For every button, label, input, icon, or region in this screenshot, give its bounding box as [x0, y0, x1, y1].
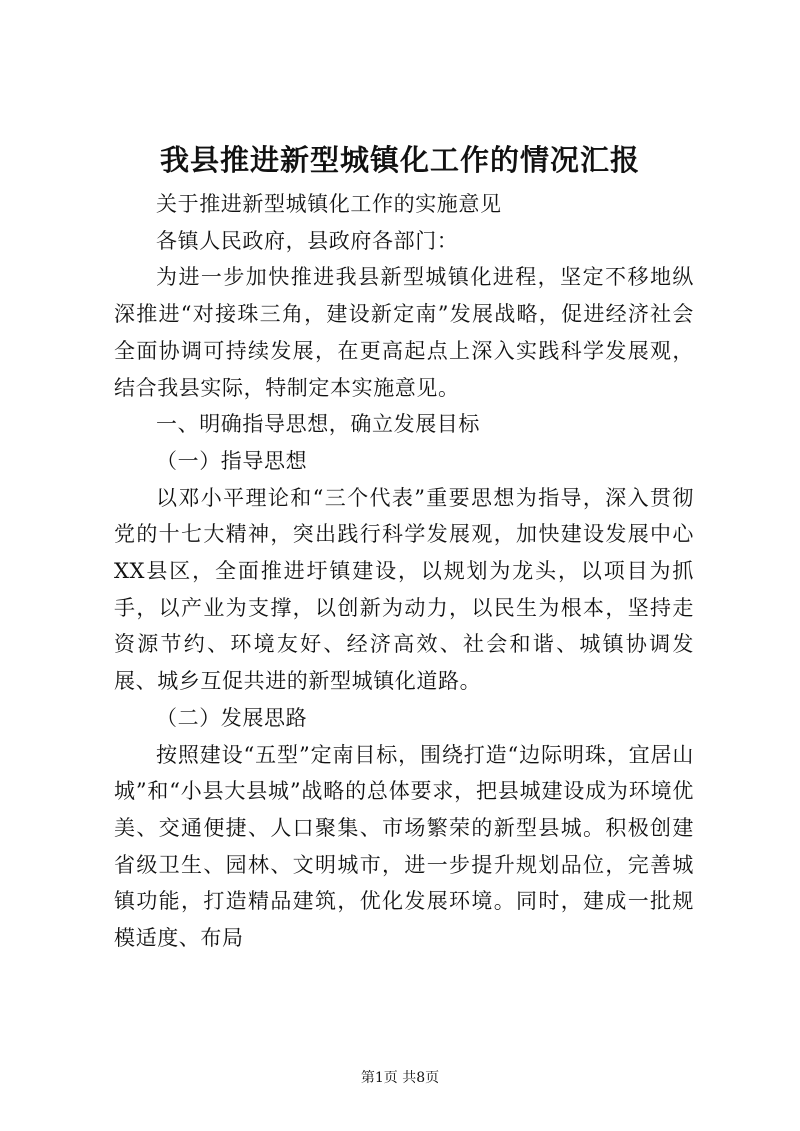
salutation-paragraph: 各镇人民政府，县政府各部门： [156, 228, 459, 253]
guiding-ideology-paragraph: 以邓小平理论和“三个代表”重要思想为指导，深入贯彻党的十七大精神，突出践行科学发展观，加快建设发展中心XX县区，全面推进圩镇建设，以规划为龙头，以项目为抓手，以产业为支撑，以创新为动力，以民生为根本，坚持走资源节约、环境友好、经济高效、社会和谐、城镇协调发展、城乡互促共进的新型城镇化道路。 [114, 485, 694, 694]
document-body [114, 186, 694, 957]
document-title: 我县推进新型城镇化工作的情况汇报 [159, 143, 640, 177]
subtitle-paragraph: 关于推进新型城镇化工作的实施意见 [156, 192, 502, 216]
page-footer: 第1页 共8页 [360, 1070, 440, 1086]
intro-paragraph: 为进一步加快推进我县新型城镇化进程，坚定不移地纵深推进“对接珠三角，建设新定南”发展战略，促进经济社会全面协调可持续发展，在更高起点上深入实践科学发展观，结合我县实际，特制定本实施意见。 [114, 265, 694, 400]
subsection-heading-development-approach: （二）发展思路 [156, 705, 308, 730]
development-approach-paragraph: 按照建设“五型”定南目标，围绕打造“边际明珠，宜居山城”和“小县大县城”战略的总体要求，把县城建设成为环境优美、交通便捷、人口聚集、市场繁荣的新型县城。积极创建省级卫生、园林、文明城市，进一步提升规划品位，完善城镇功能，打造精品建筑，优化发展环境。同时，建成一批规模适度、布局 [114, 742, 694, 951]
subsection-heading-guiding-ideology: （一）指导思想 [156, 448, 308, 473]
section-heading-1: 一、明确指导思想，确立发展目标 [156, 412, 480, 437]
